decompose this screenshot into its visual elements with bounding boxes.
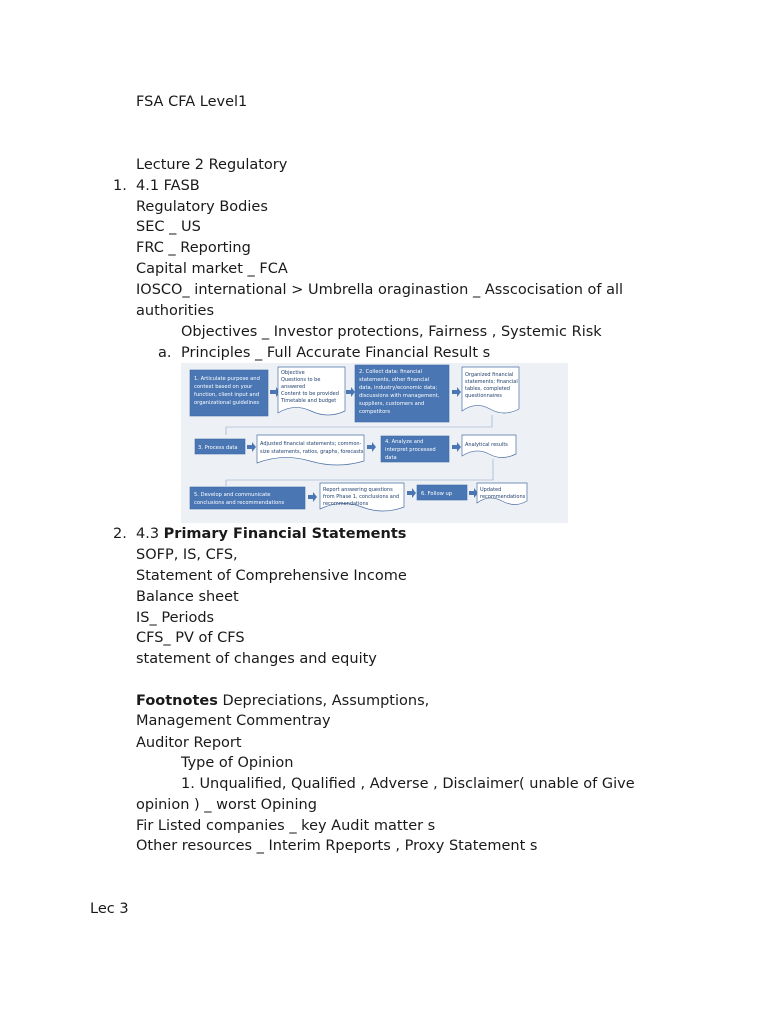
text-line: Balance sheet xyxy=(136,589,239,605)
footnotes-text: Depreciations, Assumptions, xyxy=(217,693,430,709)
text-line: Fir Listed companies _ key Audit matter s xyxy=(136,818,436,834)
item-1-heading: 4.1 FASB xyxy=(136,178,200,194)
text-line: Auditor Report xyxy=(136,735,242,751)
text-line: authorities xyxy=(136,303,215,319)
arrow-icon xyxy=(367,442,376,452)
text-line: Statement of Comprehensive Income xyxy=(136,568,407,584)
item-2-heading xyxy=(136,524,406,544)
item-2-heading-bold: Primary Financial Statements xyxy=(163,526,407,542)
lecture-2-title: Lecture 2 Regulatory xyxy=(136,157,288,173)
text-line: Other resources _ Interim Rpeports , Proxy Statement s xyxy=(136,838,538,854)
text-line: 1. Unqualified, Qualified , Adverse , Disclaimer( unable of Give xyxy=(181,776,635,792)
flow-step-4-text: 4. Analyze and interpret processed data xyxy=(385,439,436,461)
flow-step-6-text: 6. Follow up xyxy=(421,491,453,497)
item-2-prefix: 4.3 xyxy=(136,526,164,542)
text-line: statement of changes and equity xyxy=(136,651,377,667)
list-marker-a: a. xyxy=(158,345,172,361)
text-line: Regulatory Bodies xyxy=(136,199,268,215)
arrow-icon xyxy=(346,387,355,397)
footnotes-label: Footnotes xyxy=(136,693,218,709)
text-line: IS_ Periods xyxy=(136,610,215,626)
text-line: IOSCO_ international > Umbrella oraginastion _ Asscocisation of all xyxy=(136,282,624,298)
flow-output-4-text: Analytical results xyxy=(465,442,508,448)
footnotes-line xyxy=(136,691,429,711)
text-line: Type of Opinion xyxy=(181,755,294,771)
flow-output-5-text: Report answering questions from Phase 1, conclusions and recommendations xyxy=(323,487,400,507)
lecture-3-title: Lec 3 xyxy=(90,901,129,917)
text-line: opinion ) _ worst Opining xyxy=(136,797,317,813)
text-line: SEC _ US xyxy=(136,219,201,235)
text-line: Capital market _ FCA xyxy=(136,261,288,277)
text-line: SOFP, IS, CFS, xyxy=(136,547,238,563)
arrow-icon xyxy=(247,442,256,452)
flow-step-1-text: 1. Articulate purpose and context based on your function, client input and organizational guidelines xyxy=(194,376,260,406)
list-number-2: 2. xyxy=(113,526,127,542)
flow-step-5-text: 5. Develop and communicate conclusions and recommendations xyxy=(194,492,285,506)
objectives-line: Objectives _ Investor protections, Fairness , Systemic Risk xyxy=(181,324,602,340)
analysis-process-flowchart xyxy=(181,363,568,523)
flow-step-2-text: 2. Collect data: financial statements, other financial data, industry/economic data; discussions with management, suppliers, customers and competitors xyxy=(359,369,440,415)
flow-output-1-text: Objective Questions to be answered Content to be provided Timetable and budget xyxy=(281,370,339,404)
flow-output-2-text: Organized financial statements; financial tables, completed questionnaires xyxy=(465,372,518,399)
flow-step-3-text: 3. Process data xyxy=(198,445,238,451)
document-title: FSA CFA Level1 xyxy=(136,94,248,110)
arrow-icon xyxy=(407,488,416,498)
flow-output-3-text: Adjusted financial statements; common- size statements, ratios, graphs, forecasts xyxy=(260,441,364,455)
flow-connector xyxy=(226,459,493,486)
arrow-icon xyxy=(452,387,461,397)
arrow-icon xyxy=(452,442,461,452)
list-number-1: 1. xyxy=(113,178,127,194)
text-line: FRC _ Reporting xyxy=(136,240,251,256)
arrow-icon xyxy=(308,492,317,502)
principles-line: Principles _ Full Accurate Financial Result s xyxy=(181,345,491,361)
flow-output-6-text: Updated recommendations xyxy=(480,487,526,500)
text-line: CFS_ PV of CFS xyxy=(136,630,245,646)
text-line: Management Commentray xyxy=(136,713,331,729)
